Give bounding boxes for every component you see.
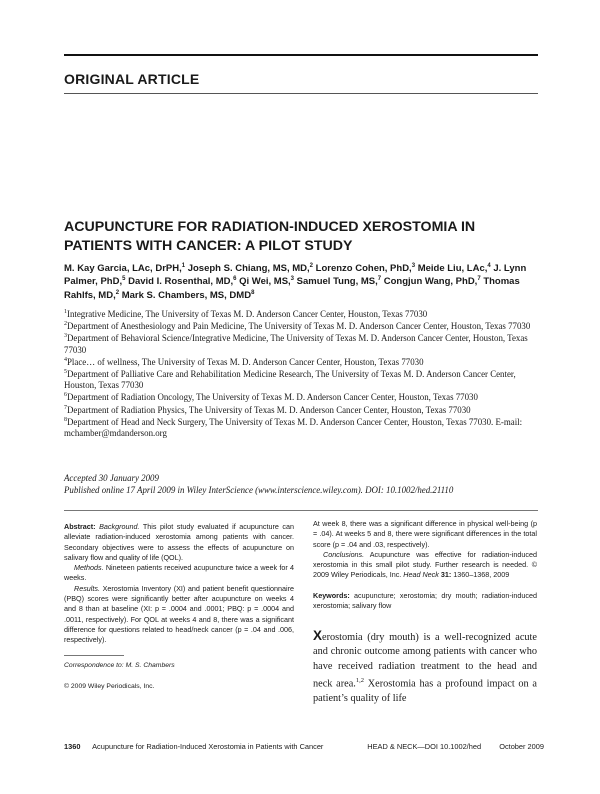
section-label: ORIGINAL ARTICLE (64, 71, 200, 87)
affiliation-item (64, 392, 544, 403)
results-text: Xerostomia Inventory (XI) and patient benefit questionnaire (PBQ) scores were significantly better after acupuncture on weeks 4 and 8 than at baseline (XI: p = .0004 and .0001; PBQ: p = .0004 and .0011, respectively). For QOL at weeks 4 and 8, there was a significant difference for questions related to head/neck cancer (p = .04 and .006, respectively). (64, 583, 294, 645)
correspondence-note: Correspondence to: M. S. Chambers (64, 662, 175, 669)
affiliation-item (64, 309, 544, 320)
affiliation-number: 4 (64, 356, 67, 363)
abstract-column-left (64, 522, 294, 646)
published-online: Published online 17 April 2009 in Wiley InterScience (www.interscience.wiley.com). DOI: 10.1002/hed.21110 (64, 484, 454, 495)
author-affiliation-marker: 5 (122, 276, 126, 283)
author-name: Qi Wei, MS, (239, 276, 291, 288)
author-name: Thomas Rahlfs, MD, (64, 276, 520, 301)
journal-doi: HEAD & NECK—DOI 10.1002/hed (367, 742, 482, 751)
affiliation-text: Integrative Medicine, The University of Texas M. D. Anderson Cancer Center, Houston, Texas 77030 (67, 309, 428, 319)
author-name: Joseph S. Chiang, MS, MD, (187, 263, 310, 274)
abstract-background-paragraph (64, 522, 294, 563)
affiliation-number: 6 (64, 392, 67, 399)
author-affiliation-marker: 4 (487, 262, 491, 269)
footer-right (367, 742, 544, 751)
affiliation-text: Department of Radiation Physics, The University of Texas M. D. Anderson Cancer Center, Houston, Texas 77030 (67, 404, 471, 415)
author-affiliation-marker: 2 (309, 262, 313, 269)
author-name: Lorenzo Cohen, PhD, (315, 263, 412, 274)
abstract-conclusions-paragraph (313, 550, 537, 581)
abstract-top-rule (64, 510, 538, 511)
methods-text: Nineteen patients received acupuncture twice a week for 4 weeks. (64, 563, 294, 583)
affiliation-number: 3 (64, 333, 67, 340)
top-rule (64, 54, 538, 56)
conclusions-text: Acupuncture was effective for radiation-induced xerostomia in this small pilot study. Further research is needed. (313, 549, 537, 570)
affiliation-item (64, 369, 544, 391)
affiliation-item (64, 357, 544, 368)
author-affiliation-marker: 7 (477, 276, 481, 283)
author-affiliation-marker: 2 (115, 289, 120, 296)
keywords-label: Keywords: (313, 590, 350, 600)
affiliation-item (64, 417, 544, 439)
affiliation-text: Place… of wellness, The University of Texas M. D. Anderson Cancer Center, Houston, Texas 77030 (67, 356, 424, 367)
page-number: 1360 (64, 742, 81, 751)
keywords (313, 591, 537, 612)
intro-text-b: Xerostomia has a profound impact on a patient’s quality of life (313, 678, 537, 704)
affiliation-text: Department of Head and Neck Surgery, The University of Texas M. D. Anderson Cancer Center, Houston, Texas 77030. E-mail: mchamber@mdanderson.org (64, 416, 523, 439)
intro-text-a: erostomia (dry mouth) is a well-recognized acute and chronic outcome among patients with cancer who have received radiation treatment to the head and neck area. (313, 632, 537, 690)
article-title: ACUPUNCTURE FOR RADIATION-INDUCED XEROSTOMIA IN PATIENTS WITH CANCER: A PILOT STUDY (64, 219, 476, 254)
citation-volume: 31: (440, 570, 452, 580)
background-label: Background. (99, 522, 140, 531)
intro-paragraph (313, 629, 537, 706)
citation-journal: Head Neck (403, 570, 439, 580)
conclusions-label: Conclusions. (323, 549, 365, 559)
footnote-copyright: © 2009 Wiley Periodicals, Inc. (64, 683, 155, 690)
author-name: Meide Liu, LAc, (417, 263, 488, 274)
affiliation-number: 5 (64, 369, 67, 376)
author-name: Mark S. Chambers, MS, DMD (121, 289, 252, 301)
author-name: J. Lynn Palmer, PhD, (64, 263, 527, 288)
issue-date: October 2009 (499, 742, 544, 751)
author-affiliation-marker: 3 (290, 276, 295, 283)
abstract-copyright: © 2009 Wiley Periodicals, Inc. (313, 560, 537, 580)
affiliation-number: 1 (64, 309, 67, 316)
affiliation-number: 2 (64, 321, 67, 328)
affiliation-item (64, 405, 544, 416)
abstract-results-continued: At week 8, there was a significant difference in physical well-being (p = .04). At weeks 5 and 8, there were significant differences in the total score (p = .04 and .03, respectively). (313, 519, 537, 549)
intro-reference: 1,2 (355, 676, 364, 684)
author-affiliation-marker: 6 (233, 276, 237, 283)
methods-label: Methods. (74, 563, 104, 573)
page-footer (64, 742, 544, 751)
accepted-date: Accepted 30 January 2009 (64, 473, 159, 483)
author-name: David I. Rosenthal, MD, (128, 276, 234, 288)
footer-left (64, 742, 323, 751)
results-label: Results. (74, 583, 100, 593)
drop-cap: X (313, 628, 323, 643)
affiliation-item (64, 333, 544, 355)
abstract-results-paragraph (64, 584, 294, 646)
abstract-label: Abstract: (64, 522, 96, 531)
abstract-methods-paragraph (64, 563, 294, 584)
author-affiliation-marker: 3 (411, 262, 416, 269)
footnote-rule (64, 655, 124, 656)
affiliation-number: 8 (64, 416, 67, 423)
author-affiliation-marker: 1 (181, 262, 186, 269)
author-name: Congjun Wang, PhD, (383, 276, 478, 288)
author-affiliation-marker: 8 (251, 289, 255, 296)
affiliation-list (64, 309, 544, 440)
author-name: Samuel Tung, MS, (296, 276, 378, 288)
author-list (64, 262, 544, 302)
author-name: M. Kay Garcia, LAc, DrPH, (64, 263, 182, 274)
affiliation-text: Department of Radiation Oncology, The University of Texas M. D. Anderson Cancer Center, Houston, Texas 77030 (67, 392, 478, 403)
affiliation-text: Department of Anesthesiology and Pain Medicine, The University of Texas M. D. Anderson Cancer Center, Houston, Texas 77030 (67, 321, 531, 332)
affiliation-text: Department of Behavioral Science/Integrative Medicine, The University of Texas M. D. Anderson Cancer Center, Houston, Texas 77030 (64, 333, 528, 355)
running-title: Acupuncture for Radiation-Induced Xerostomia in Patients with Cancer (92, 742, 324, 751)
affiliation-number: 7 (64, 404, 67, 411)
section-label-underline (64, 93, 538, 94)
publication-dates (64, 473, 544, 496)
keywords-text: acupuncture; xerostomia; dry mouth; radiation-induced xerostomia; salivary flow (313, 590, 538, 611)
affiliation-item (64, 321, 544, 332)
citation-pages: 1360–1368, 2009 (453, 570, 510, 580)
abstract-column-right (313, 519, 537, 611)
affiliation-text: Department of Palliative Care and Rehabilitation Medicine Research, The University of Texas M. D. Anderson Cancer Center, Houston, Texas 77030 (64, 369, 516, 391)
background-text: This pilot study evaluated if acupuncture can alleviate radiation-induced xerostomia among patients with cancer. Secondary objectives were to assess the effects of acupuncture on salivary flow and quality of life (QOL). (64, 522, 294, 562)
author-affiliation-marker: 7 (377, 276, 382, 283)
